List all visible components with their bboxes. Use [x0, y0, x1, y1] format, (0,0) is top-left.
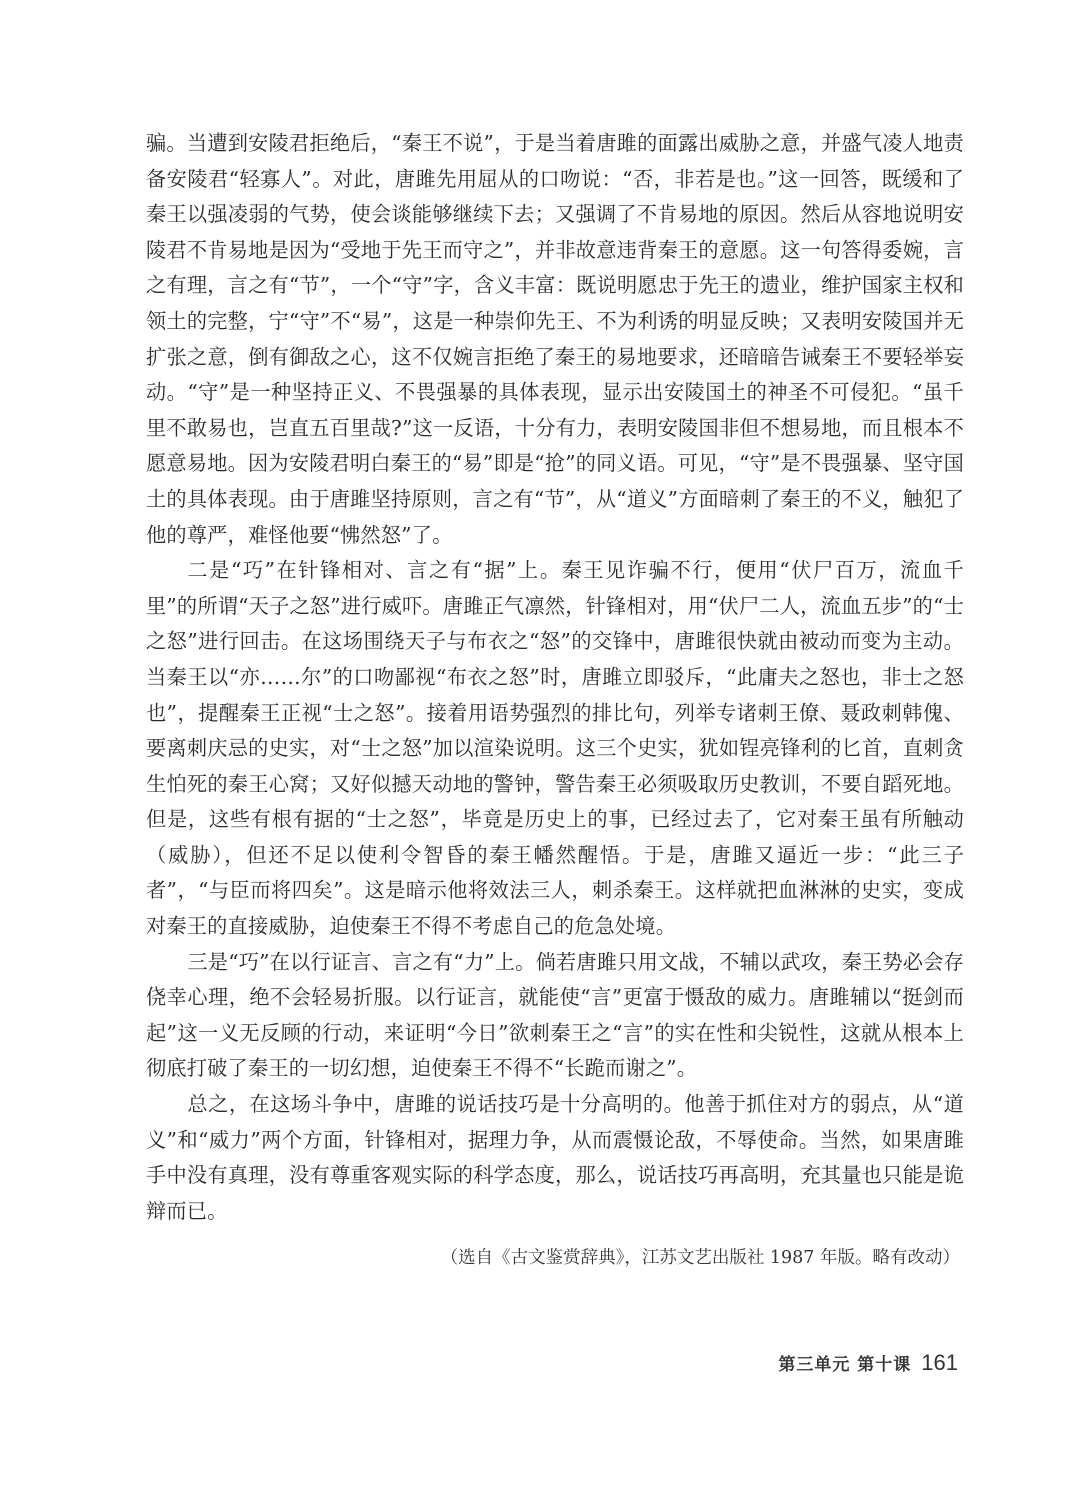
paragraph-conclusion: 总之，在这场斗争中，唐雎的说话技巧是十分高明的。他善于抓住对方的弱点，从“道义”和“威力”两个方面，针锋相对，据理力争，从而震慑论敌，不辱使命。当然，如果唐雎手中没有真理，没有尊重客观实际的科学态度，那么，说话技巧再高明，充其量也只能是诡辩而已。 — [146, 1092, 964, 1223]
article-body — [146, 126, 964, 1273]
unit-lesson-label: 第三单元 第十课 — [778, 1355, 912, 1375]
source-citation: （选自《古文鉴赏辞典》，江苏文艺出版社 1987 年版。略有改动） — [440, 1248, 960, 1269]
paragraph-point-two: 二是“巧”在针锋相对、言之有“据”上。秦王见诈骗不行，便用“伏尸百万，流血千里”的所谓“天子之怒”进行威吓。唐雎正气凛然，针锋相对，用“伏尸二人，流血五步”的“士之怒”进行回击。在这场围绕天子与布衣之“怒”的交锋中，唐雎很快就由被动而变为主动。当秦王以“亦……尔”的口吻鄙视“布衣之怒”时，唐雎立即驳斥，“此庸夫之怒也，非士之怒也”，提醒秦王正视“士之怒”。接着用语势强烈的排比句，列举专诸刺王僚、聂政刺韩傀、要离刺庆忌的史实，对“士之怒”加以渲染说明。这三个史实，犹如锃亮锋利的匕首，直刺贪生怕死的秦王心窝；又好似撼天动地的警钟，警告秦王必须吸取历史教训，不要自蹈死地。但是，这些有根有据的“士之怒”，毕竟是历史上的事，已经过去了，它对秦王虽有所触动（威胁），但还不足以使利令智昏的秦王幡然醒悟。于是，唐雎又逼近一步：“此三子者”，“与臣而将四矣”。这是暗示他将效法三人，刺杀秦王。这样就把血淋淋的史实，变成对秦王的直接威胁，迫使秦王不得不考虑自己的危急处境。 — [146, 558, 964, 939]
paragraph-point-three: 三是“巧”在以行证言、言之有“力”上。倘若唐雎只用文战，不辅以武攻，秦王势必会存侥幸心理，绝不会轻易折服。以行证言，就能使“言”更富于慑敌的威力。唐雎辅以“挺剑而起”这一义无反顾的行动，来证明“今日”欲刺秦王之“言”的实在性和尖锐性，这就从根本上彻底打破了秦王的一切幻想，迫使秦王不得不“长跪而谢之”。 — [146, 949, 964, 1081]
page-footer — [778, 1350, 958, 1380]
page-number: 161 — [921, 1350, 958, 1375]
paragraph-continuation: 骗。当遭到安陵君拒绝后，“秦王不说”，于是当着唐雎的面露出威胁之意，并盛气凌人地责备安陵君“轻寡人”。对此，唐雎先用屈从的口吻说：“否，非若是也。”这一回答，既缓和了秦王以强凌弱的气势，使会谈能够继续下去；又强调了不肯易地的原因。然后从容地说明安陵君不肯易地是因为“受地于先王而守之”，并非故意违背秦王的意愿。这一句答得委婉，言之有理，言之有“节”，一个“守”字，含义丰富：既说明愿忠于先王的遗业，维护国家主权和领土的完整，宁“守”不“易”，这是一种崇仰先王、不为利诱的明显反映；又表明安陵国并无扩张之意，倒有御敌之心，这不仅婉言拒绝了秦王的易地要求，还暗暗告诫秦王不要轻举妄动。“守”是一种坚持正义、不畏强暴的具体表现，显示出安陵国土的神圣不可侵犯。“虽千里不敢易也，岂直五百里哉?”这一反语，十分有力，表明安陵国非但不想易地，而且根本不愿意易地。因为安陵君明白秦王的“易”即是“抢”的同义语。可见，“守”是不畏强暴、坚守国土的具体表现。由于唐雎坚持原则，言之有“节”，从“道义”方面暗刺了秦王的不义，触犯了他的尊严，难怪他要“怫然怒”了。 — [146, 131, 964, 547]
